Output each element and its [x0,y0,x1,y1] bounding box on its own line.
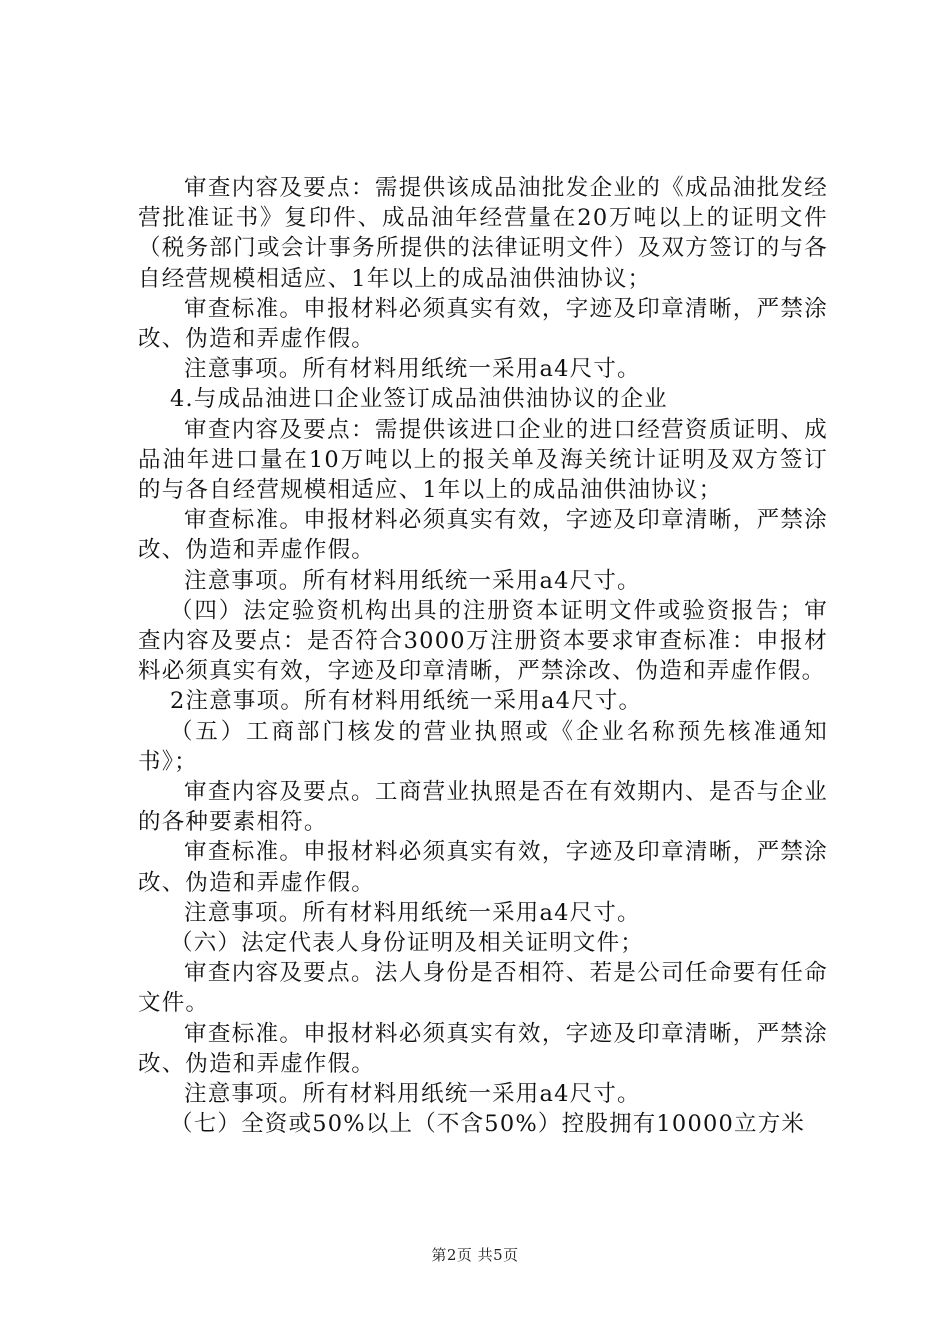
paragraph-review-standard: 审查标准。申报材料必须真实有效，字迹及印章清晰，严禁涂改、伪造和弄虚作假。 [138,507,828,564]
paragraph-notes: 注意事项。所有材料用纸统一采用a4尺寸。 [184,1081,641,1108]
paragraph-review-content-license: 审查内容及要点。工商营业执照是否在有效期内、是否与企业的各种要素相符。 [138,779,828,836]
paragraph-item-7-holding: （七）全资或50%以上（不含50%）控股拥有10000立方米 [170,1111,806,1138]
paragraph-review-content-wholesale: 审查内容及要点：需提供该成品油批发企业的《成品油批发经营批准证书》复印件、成品油年经营量在20万吨以上的证明文件（税务部门或会计事务所提供的法律证明文件）及双方签订的与各自经营规模相适应、1年以上的成品油供油协议； [138,175,828,292]
document-body [138,173,828,1140]
page-footer: 第2页 共5页 [431,1246,519,1264]
paragraph-section-4-heading: 4.与成品油进口企业签订成品油供油协议的企业 [170,386,668,413]
paragraph-review-standard: 审查标准。申报材料必须真实有效，字迹及印章清晰，严禁涂改、伪造和弄虚作假。 [138,295,828,353]
paragraph-review-standard: 审查标准。申报材料必须真实有效，字迹及印章清晰，严禁涂改、伪造和弄虚作假。 [138,839,828,896]
paragraph-item-4-capital: （四）法定验资机构出具的注册资本证明文件或验资报告；审查内容及要点：是否符合3000万注册资本要求审查标准：申报材料必须真实有效，字迹及印章清晰，严禁涂改、伪造和弄虚作假。 [138,597,828,685]
paragraph-review-standard: 审查标准。申报材料必须真实有效，字迹及印章清晰，严禁涂改、伪造和弄虚作假。 [138,1020,828,1077]
paragraph-notes: 2注意事项。所有材料用纸统一采用a4尺寸。 [170,688,643,715]
paragraph-review-content-import: 审查内容及要点：需提供该进口企业的进口经营资质证明、成品油年进口量在10万吨以上的报关单及海关统计证明及双方签订的与各自经营规模相适应、1年以上的成品油供油协议； [138,416,828,504]
paragraph-notes: 注意事项。所有材料用纸统一采用a4尺寸。 [184,567,641,594]
paragraph-notes: 注意事项。所有材料用纸统一采用a4尺寸。 [184,899,641,926]
paragraph-item-5-license: （五）工商部门核发的营业执照或《企业名称预先核准通知书》； [138,718,828,775]
paragraph-notes: 注意事项。所有材料用纸统一采用a4尺寸。 [184,356,641,383]
paragraph-item-6-legal-rep: （六）法定代表人身份证明及相关证明文件； [170,930,645,957]
paragraph-review-content-legal-rep: 审查内容及要点。法人身份是否相符、若是公司任命要有任命文件。 [138,960,828,1017]
